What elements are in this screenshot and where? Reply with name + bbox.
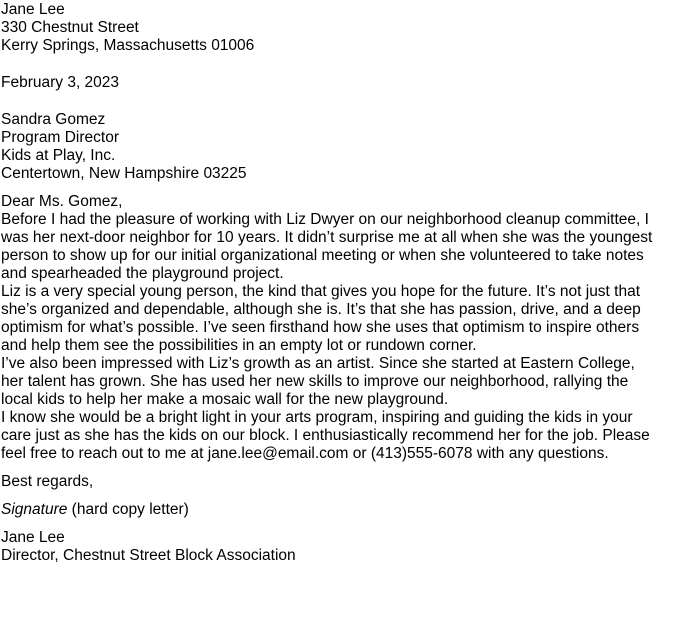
signoff-block [1, 529, 693, 565]
paragraph-line: and spearheaded the playground project. [1, 265, 284, 282]
paragraph-line: Before I had the pleasure of working with Liz Dwyer on our neighborhood cleanup committee, I [1, 211, 649, 228]
signoff-name: Jane Lee [1, 529, 65, 546]
paragraph-line: care just as she has the kids on our block. I enthusiastically recommend her for the job. Please [1, 427, 650, 444]
paragraph-line: local kids to help her make a mosaic wall for the new playground. [1, 391, 449, 408]
sender-name: Jane Lee [1, 1, 65, 18]
signature-note: (hard copy letter) [67, 501, 189, 518]
paragraph-line: Liz is a very special young person, the kind that gives you hope for the future. It’s not just that [1, 283, 641, 300]
paragraph-line: and help them see the possibilities in an empty lot or rundown corner. [1, 337, 477, 354]
recipient-company: Kids at Play, Inc. [1, 147, 116, 164]
recipient-city-line: Centertown, New Hampshire 03225 [1, 165, 247, 182]
closing-block [1, 473, 693, 491]
sender-street: 330 Chestnut Street [1, 19, 139, 36]
paragraph-line: I know she would be a bright light in your arts program, inspiring and guiding the kids in your [1, 409, 633, 426]
paragraph-line: I’ve also been impressed with Liz’s growth as an artist. Since she started at Eastern College, [1, 355, 635, 372]
letter-date: February 3, 2023 [1, 74, 120, 91]
salutation: Dear Ms. Gomez, [1, 193, 123, 210]
body-paragraph-1 [1, 211, 693, 283]
paragraph-line: feel free to reach out to me at jane.lee@email.com or (413)555-6078 with any questions. [1, 445, 609, 462]
body-paragraph-2 [1, 283, 693, 355]
recipient-address [1, 111, 693, 183]
sender-city-line: Kerry Springs, Massachusetts 01006 [1, 37, 255, 54]
closing: Best regards, [1, 473, 94, 490]
paragraph-line: person to show up for our initial organizational meeting or when she volunteered to take notes [1, 247, 644, 264]
body-paragraph-4 [1, 409, 693, 463]
recipient-title: Program Director [1, 129, 119, 146]
body-paragraph-3 [1, 355, 693, 409]
signoff-title: Director, Chestnut Street Block Association [1, 547, 296, 564]
recipient-name: Sandra Gomez [1, 111, 106, 128]
paragraph-line: her talent has grown. She has used her new skills to improve our neighborhood, rallying the [1, 373, 629, 390]
paragraph-line: she’s organized and dependable, although she is. It’s that she has passion, drive, and a deep [1, 301, 641, 318]
salutation-block [1, 193, 693, 211]
paragraph-line: optimism for what’s possible. I’ve seen firsthand how she uses that optimism to inspire others [1, 319, 640, 336]
signature-line [1, 501, 693, 519]
paragraph-line: was her next-door neighbor for 10 years. It didn’t surprise me at all when she was the youngest [1, 229, 653, 246]
signature-word: Signature [1, 501, 68, 518]
letter-date-block [1, 74, 693, 92]
sender-address [1, 1, 693, 55]
signature-placeholder [1, 501, 693, 519]
